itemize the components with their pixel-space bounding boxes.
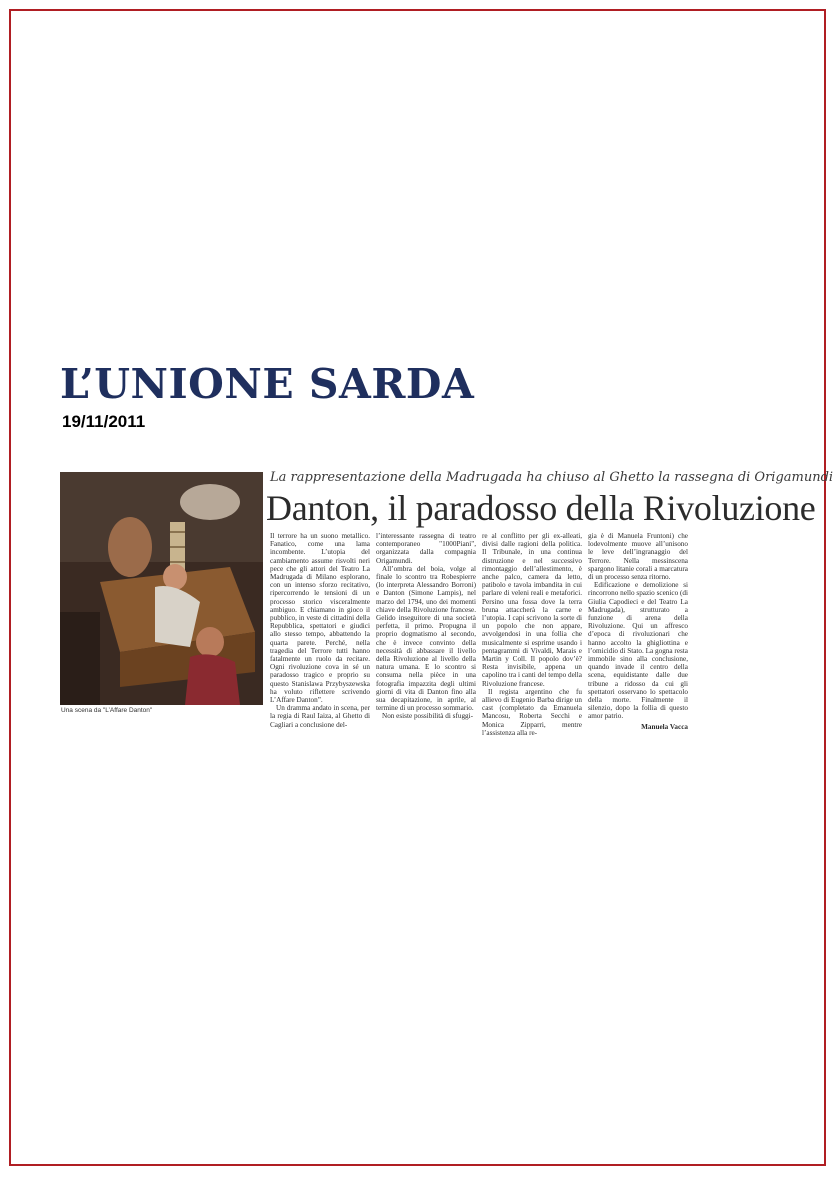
publication-date: 19/11/2011 [62,412,146,431]
author-signature: Manuela Vacca [641,722,688,731]
newspaper-masthead: L’UNIONE SARDA [60,360,475,408]
article-column-4 [588,532,688,731]
article-photo [60,472,263,705]
article-column-3 [482,532,582,737]
article-headline: Danton, il paradosso della Rivoluzione [266,488,816,528]
paragraph: Il terrore ha un suono metallico. Fanatico, come una lama incombente. L’utopia del cambiamento assume risvolti neri pece che gli attori del Teatro La Madrugada di Milano esplorano, con un intenso sforzo recitativo, ripercorrendo le tensioni di un processo storico visceralmente ambiguo. E chiamano in gioco il pubblico, in veste di cittadini della Repubblica, spettatori e giudici allo stesso tempo, abbattendo la quarta parete. Perché, nella tragedia del Terrore tutti hanno fatalmente un ruolo da recitare. Ogni rivoluzione cova in sé un paradosso tragico e proprio su questo Stanislawa Przybyszewska ha voluto riflettere scrivendo L’Affare Danton”. [270,532,370,705]
paragraph: Un dramma andato in scena, per la regia di Raul Iaiza, al Ghetto di Cagliari a conclusione del- [270,704,370,729]
article-column-2 [376,532,476,721]
paragraph: re al conflitto per gli ex-alleati, divisi dalle ragioni della politica. Il Tribunale, in una continua distruzione e nel successivo rimontaggio dell’allestimento, è anche palco, camera da letto, patibolo e tavola imbandita in cui parlare di veleni reali e metaforici. Persino una fossa dove la terra bruna attaccherà la carne e l’utopia. I capi scrivono la sorte di un popolo che non appare, avvolgendosi in una follia che musicalmente si esprime usando i pentagrammi di Vivaldi, Marais e Martin y Coll. Il popolo dov’è? Resta invisibile, appena un capolino tra i canti del tempo della Rivoluzione francese. [482,532,582,688]
article-kicker: La rappresentazione della Madrugada ha chiuso al Ghetto la rassegna di Origamundi [270,470,834,485]
paragraph: All’ombra del boia, volge al finale lo scontro tra Robespierre (lo interpreta Alessandro Borroni) e Danton (Simone Lampis), nel marzo del 1794, uno dei momenti chiave della Rivoluzione francese. Gelido inseguitore di una società perfetta, il primo. Propugna il proprio dogmatismo al secondo, che è invece convinto della necessità di abbassare il livello della Rivoluzione al livello della natura umana. E lo scontro si consuma nella pièce in una fotografia impazzita degli ultimi giorni di vita di Danton fino alla sua decapitazione, in aprile, al termine di un processo sommario. [376,564,476,713]
paragraph: Non esiste possibilità di sfuggi- [382,712,474,721]
paragraph: l’interessante rassegna di teatro contemporaneo "1000Piani", organizzata dalla compagnia Origamundi. [376,532,476,565]
paragraph: Il regista argentino che fu allievo di Eugenio Barba dirige un cast (completato da Emanuela Mancosu, Roberta Secchi e Monica Zipparri, mentre l’assistenza alla re- [482,687,582,737]
photo-caption: Una scena da "L’Affare Danton" [61,707,153,714]
paragraph: Edificazione e demolizione si rincorrono nello spazio scenico (di Giulia Capodieci e del Teatro La Madrugada), strutturato a funzione di arena della Rivoluzione. Qui un affresco d’epoca di rivoluzionari che hanno accolto la ghigliottina e l’omicidio di Stato. La gogna resta immobile sino alla conclusione, quando invade il centro della scena, equidistante dalle due tribune a ridosso da cui gli spettatori osservano lo spettacolo della morte. Finalmente il silenzio, dopo la follia di questo amor patrio. [588,581,688,721]
article-column-1 [270,532,370,729]
paragraph: gia è di Manuela Fruntoni) che lodevolmente muove all’unisono le leve dell’ingranaggio del Terrore. Nella messinscena spargono litanie corali a marcatura di un processo senza ritorno. [588,532,688,582]
article-body [270,532,790,737]
